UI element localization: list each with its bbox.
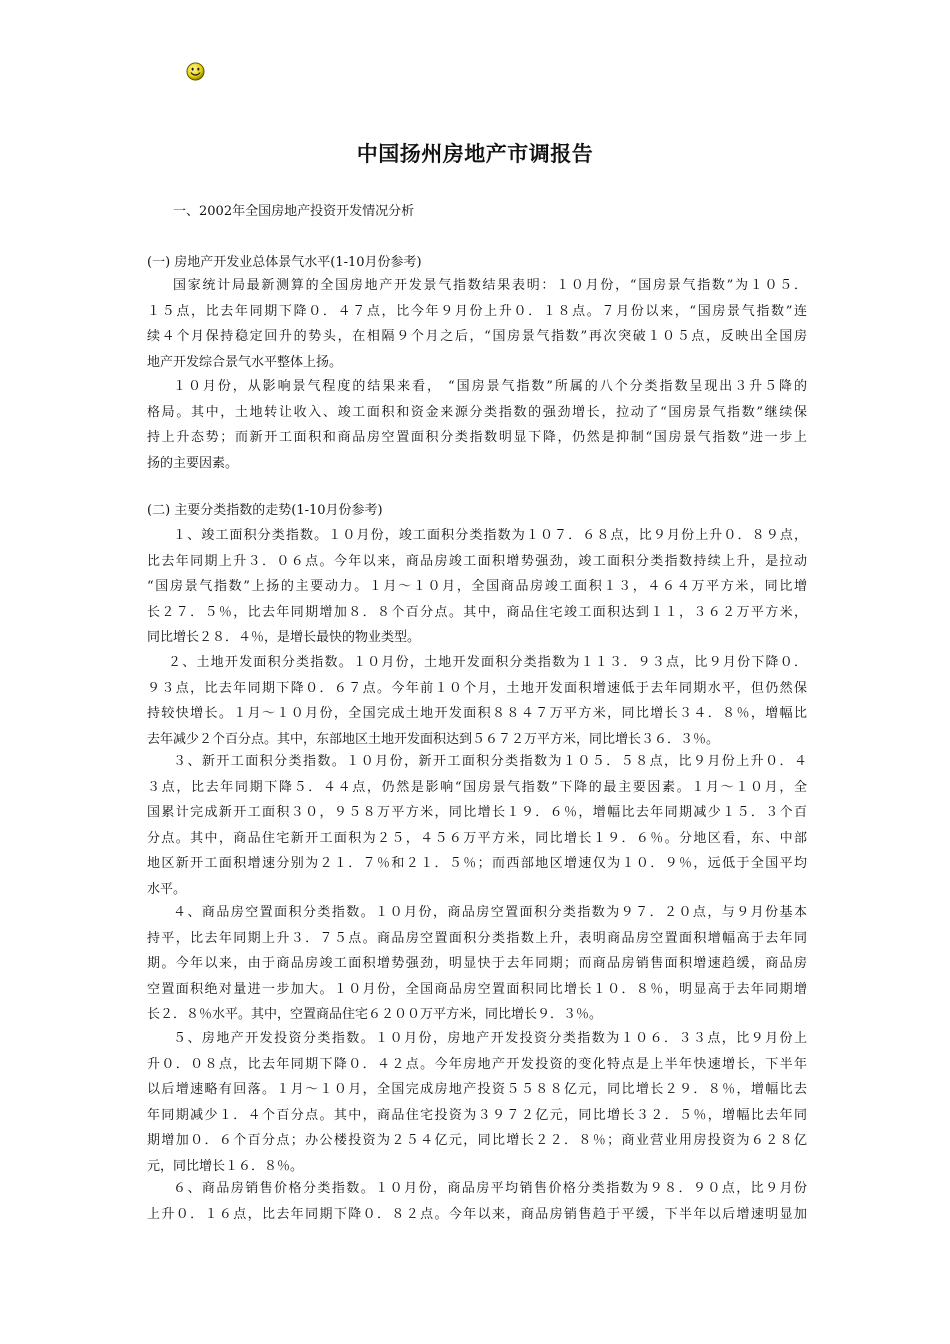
paragraph-line: 分点。其中，商品住宅新开工面积为２５，４５６万平方米，同比增长１９．６％。分地区看，东、中部 bbox=[147, 830, 807, 846]
paragraph-line: “国房景气指数”上扬的主要动力。１月～１０月，全国商品房竣工面积１３，４６４万平方米，同比增 bbox=[147, 579, 807, 594]
smiley-face-icon bbox=[186, 62, 205, 81]
paragraph-line: 期。今年以来，由于商品房竣工面积增势强劲，明显快于去年同期；而商品房销售面积增速趋缓，商品房 bbox=[147, 956, 807, 971]
paragraph-line: 地产开发综合景气水平整体上扬。 bbox=[147, 354, 343, 370]
paragraph-line: 水平。 bbox=[147, 881, 187, 897]
paragraph-line: 格局。其中，土地转让收入、竣工面积和资金来源分类指数的强劲增长，拉动了“国房景气指数”继续保 bbox=[147, 404, 807, 420]
paragraph-line: 续４个月保持稳定回升的势头，在相隔９个月之后，“国房景气指数”再次突破１０５点，反映出全国房 bbox=[147, 329, 807, 344]
document-title: 中国扬州房地产市调报告 bbox=[356, 142, 594, 166]
paragraph-line: ９３点，比去年同期下降０．６７点。今年前１０个月，土地开发面积增速低于去年同期水平，但仍然保 bbox=[147, 680, 807, 696]
paragraph-line: 比去年同期上升３．０６点。今年以来，商品房竣工面积增势强劲，竣工面积分类指数持续上升，是拉动 bbox=[147, 553, 807, 569]
paragraph-line: 去年减少２个百分点。其中，东部地区土地开发面积达到５６７２万平方米，同比增长３６．３％。 bbox=[147, 731, 720, 747]
paragraph-line: 地区新开工面积增速分别为２１．７％和２１．５％；而西部地区增速仅为１０．９％，远低于全国平均 bbox=[147, 856, 807, 871]
subsection-heading: (一) 房地产开发业总体景气水平(1-10月份参考) bbox=[147, 255, 422, 270]
paragraph-line: 期增加０．６个百分点；办公楼投资为２５４亿元，同比增长２２．８％；商业营业用房投资为６２８亿 bbox=[147, 1133, 807, 1148]
paragraph-line: ６、商品房销售价格分类指数。１０月份，商品房平均销售价格分类指数为９８．９０点，比９月份 bbox=[173, 1181, 807, 1196]
paragraph-line: 持较快增长。１月～１０月份，全国完成土地开发面积８８４７万平方米，同比增长３４．８％，增幅比 bbox=[147, 706, 807, 721]
paragraph-line: 持平，比去年同期上升３．７５点。商品房空置面积分类指数上升，表明商品房空置面积增幅高于去年同 bbox=[147, 930, 807, 946]
paragraph-line: 长２．８％水平。其中，空置商品住宅６２００万平方米，同比增长９．３％。 bbox=[147, 1007, 603, 1022]
paragraph-line: 升０．０８点，比去年同期下降０．４２点。今年房地产开发投资的变化特点是上半年快速增长，下半年 bbox=[147, 1056, 807, 1072]
paragraph-line: １０月份，从影响景气程度的结果来看， “国房景气指数”所属的八个分类指数呈现出３升５降的 bbox=[173, 379, 807, 394]
paragraph-line: ５、房地产开发投资分类指数。１０月份，房地产开发投资分类指数为１０６．３３点，比９月份上 bbox=[173, 1031, 807, 1046]
paragraph-line: ３点，比去年同期下降５．４４点，仍然是影响“国房景气指数”下降的最主要因素。１月～１０月，全 bbox=[147, 779, 807, 795]
paragraph-line: ２、土地开发面积分类指数。１０月份，土地开发面积分类指数为１１３．９３点，比９月份下降０． bbox=[168, 655, 807, 670]
paragraph-line: 长２７．５％，比去年同期增加８．８个百分点。其中，商品住宅竣工面积达到１１，３６２万平方米， bbox=[147, 604, 807, 620]
subsection-heading: (二) 主要分类指数的走势(1-10月份参考) bbox=[147, 503, 383, 518]
paragraph-line: 扬的主要因素。 bbox=[147, 455, 239, 471]
paragraph-line: 以后增速略有回落。１月～１０月，全国完成房地产投资５５８８亿元，同比增长２９．８％，增幅比去 bbox=[147, 1082, 807, 1097]
paragraph-line: ４、商品房空置面积分类指数。１０月份，商品房空置面积分类指数为９７．２０点，与９月份基本 bbox=[173, 905, 807, 920]
section-heading: 一、2002年全国房地产投资开发情况分析 bbox=[173, 204, 415, 219]
paragraph-line: 年同期减少１．４个百分点。其中，商品住宅投资为３９７２亿元，同比增长３２．５％，增幅比去年同 bbox=[147, 1107, 807, 1123]
paragraph-line: 空置面积绝对量进一步加大。１０月份，全国商品房空置面积同比增长１０．８％，明显高于去年同期增 bbox=[147, 981, 807, 997]
paragraph-line: １５点，比去年同期下降０．４７点，比今年９月份上升０．１８点。７月份以来，“国房景气指数”连 bbox=[147, 303, 807, 319]
paragraph-line: 元，同比增长１６．８％。 bbox=[147, 1158, 304, 1174]
paragraph-line: １、竣工面积分类指数。１０月份，竣工面积分类指数为１０７．６８点，比９月份上升０．８９点， bbox=[173, 528, 807, 543]
paragraph-line: 同比增长２８．４％，是增长最快的物业类型。 bbox=[147, 630, 421, 645]
paragraph-line: ３、新开工面积分类指数。１０月份，新开工面积分类指数为１０５．５８点，比９月份上升０．４ bbox=[173, 754, 807, 769]
paragraph-line: 国累计完成新开工面积３０，９５８万平方米，同比增长１９．６％，增幅比去年同期减少１５．３个百 bbox=[147, 805, 807, 820]
paragraph-line: 持上升态势；而新开工面积和商品房空置面积分类指数明显下降，仍然是抑制“国房景气指数”进一步上 bbox=[147, 430, 807, 445]
paragraph-line: 国家统计局最新测算的全国房地产开发景气指数结果表明：１０月份，“国房景气指数”为１０５． bbox=[173, 278, 807, 293]
paragraph-line: 上升０．１６点，比去年同期下降０．８２点。今年以来，商品房销售趋于平缓，下半年以后增速明显加 bbox=[147, 1206, 807, 1222]
